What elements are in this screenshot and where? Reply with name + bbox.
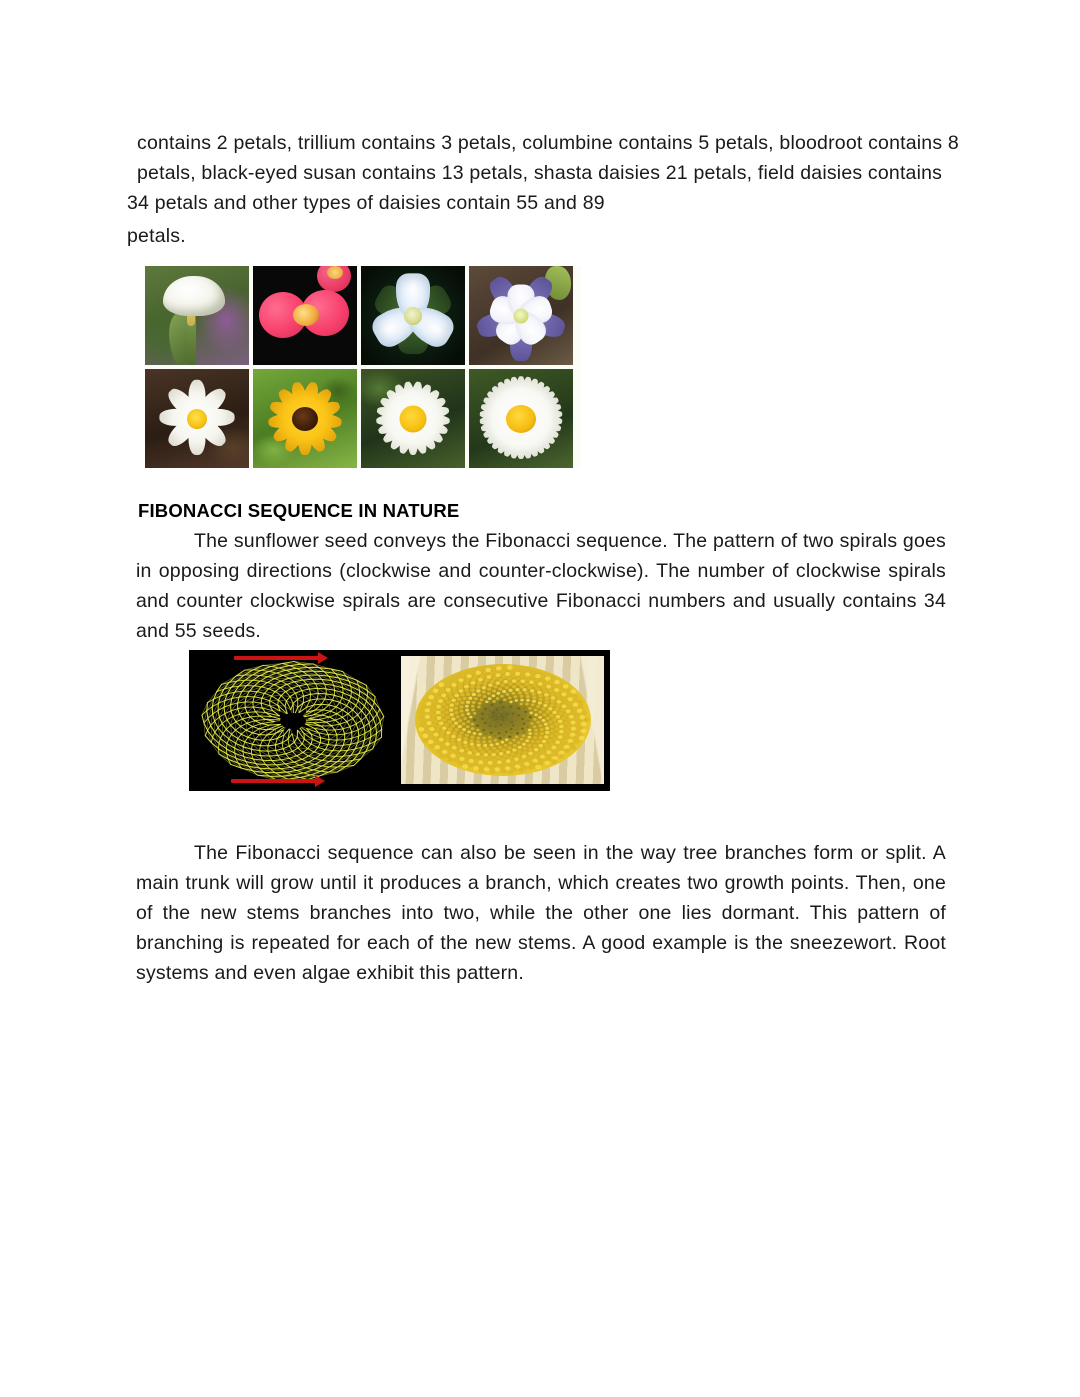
flower-center bbox=[292, 407, 318, 431]
intro-line-1: contains 2 petals, trillium contains 3 petals, columbine contains 5 petals, bloodroot contains 8 bbox=[137, 132, 959, 154]
clockwise-direction-arrow bbox=[234, 656, 320, 660]
flower-center bbox=[506, 405, 536, 433]
fibonacci-paragraph-text: The sunflower seed conveys the Fibonacci sequence. The pattern of two spirals goes in opposing directions (clockwise and counter-clockwise). The number of clockwise spirals and counter clockwise spirals are consecutive Fibonacci numbers and usually contains 34 and 55 seeds. bbox=[136, 530, 946, 642]
flower-center bbox=[514, 308, 529, 323]
seed-pattern-svg bbox=[415, 664, 591, 776]
flower-tile-calla-lily bbox=[145, 266, 249, 365]
spiral-lattice-svg bbox=[198, 657, 388, 785]
tree-paragraph-text: The Fibonacci sequence can also be seen in the way tree branches form or split. A main trunk will grow until it produces a branch, which creates two growth points. Then, one of the new stems branches into two, while the other one lies dormant. This pattern of branching is repeated for each of the new stems. A good example is the sneezewort. Root systems and even algae exhibit this pattern. bbox=[136, 842, 946, 984]
flower-center bbox=[400, 405, 427, 432]
flower-center bbox=[293, 304, 319, 326]
sunflower-fibonacci-figure bbox=[189, 650, 610, 791]
counter-clockwise-direction-arrow bbox=[231, 779, 317, 783]
tree-branching-paragraph bbox=[136, 838, 946, 988]
flower-tile-columbine bbox=[469, 266, 573, 365]
flower-tile-crown-of-thorns bbox=[253, 266, 357, 365]
sunflower-seed-head bbox=[415, 664, 591, 776]
flower-petal-grid bbox=[145, 266, 581, 468]
flower-center bbox=[404, 307, 422, 325]
bloom-shape bbox=[163, 276, 225, 316]
intro-line-3: 34 petals and other types of daisies contain 55 and 89 bbox=[127, 192, 605, 214]
flower-tile-trillium bbox=[361, 266, 465, 365]
intro-continuation: petals. bbox=[127, 225, 186, 247]
spiral-center-hole bbox=[280, 713, 306, 729]
secondary-center bbox=[327, 266, 343, 279]
flower-tile-field-daisy bbox=[469, 369, 573, 468]
fibonacci-paragraph bbox=[136, 526, 946, 646]
intro-paragraph bbox=[127, 128, 959, 218]
intro-line-2: petals, black-eyed susan contains 13 petals, shasta daisies 21 petals, field daisies contains bbox=[137, 162, 943, 184]
flower-tile-black-eyed-susan bbox=[253, 369, 357, 468]
section-heading: FIBONACCI SEQUENCE IN NATURE bbox=[138, 500, 460, 521]
flower-center bbox=[187, 409, 207, 429]
sunflower-seed-head-photo bbox=[401, 656, 604, 784]
flower-tile-bloodroot bbox=[145, 369, 249, 468]
flower-tile-shasta-daisy bbox=[361, 369, 465, 468]
spiral-lattice-diagram bbox=[189, 650, 397, 791]
